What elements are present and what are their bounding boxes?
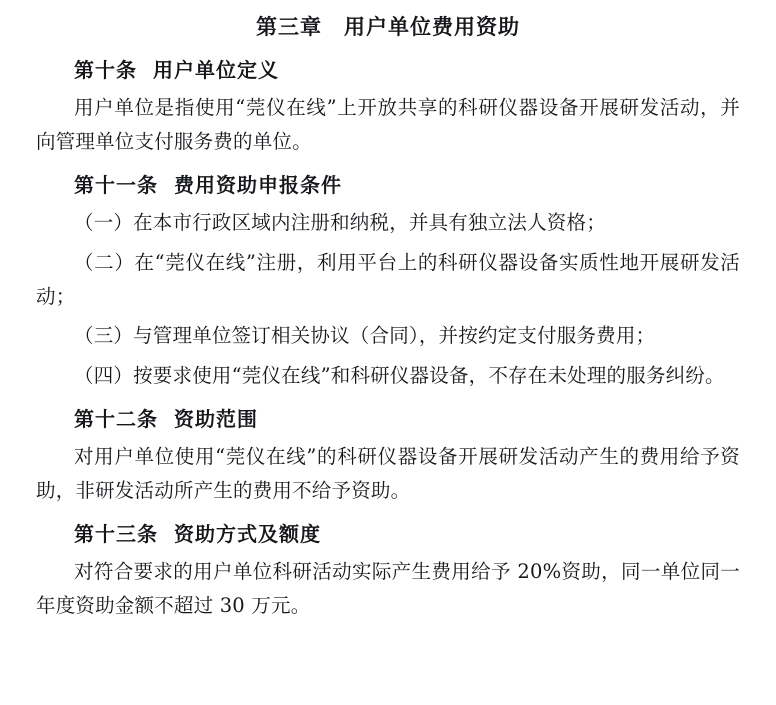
- article-number-12: 第十二条: [74, 407, 158, 432]
- article-title-12: 资助范围: [174, 407, 258, 432]
- article-title-13: 资助方式及额度: [174, 522, 321, 547]
- chapter-number: 第三章: [256, 14, 322, 39]
- chapter-title: [36, 12, 740, 41]
- article-heading-10: [36, 55, 740, 85]
- article-title-11: 费用资助申报条件: [174, 173, 342, 198]
- paragraph-item: （一）在本市行政区域内注册和纳税，并具有独立法人资格；: [74, 211, 606, 235]
- paragraph-item: （三）与管理单位签订相关协议（合同），并按约定支付服务费用；: [74, 324, 656, 348]
- article-heading-12: [36, 404, 740, 434]
- paragraph: 对用户单位使用“莞仪在线”的科研仪器设备开展研发活动产生的费用给予资助，非研发活动所产生的费用不给予资助。: [36, 445, 740, 502]
- article-heading-11: [36, 170, 740, 200]
- paragraph-item: （四）按要求使用“莞仪在线”和科研仪器设备，不存在未处理的服务纠纷。: [74, 363, 725, 387]
- chapter-title-text: 用户单位费用资助: [344, 14, 520, 39]
- article-number-13: 第十三条: [74, 522, 158, 547]
- paragraph-item: （二）在“莞仪在线”注册，利用平台上的科研仪器设备实质性地开展研发活动；: [36, 250, 740, 308]
- article-title-10: 用户单位定义: [153, 58, 279, 83]
- paragraph: 对符合要求的用户单位科研活动实际产生费用给予 20%资助，同一单位同一年度资助金额不超过 30 万元。: [36, 560, 740, 617]
- article-number-10: 第十条: [74, 58, 137, 83]
- article-number-11: 第十一条: [74, 173, 158, 198]
- paragraph: 用户单位是指使用“莞仪在线”上开放共享的科研仪器设备开展研发活动，并向管理单位支付服务费的单位。: [36, 96, 740, 153]
- article-heading-13: [36, 519, 740, 549]
